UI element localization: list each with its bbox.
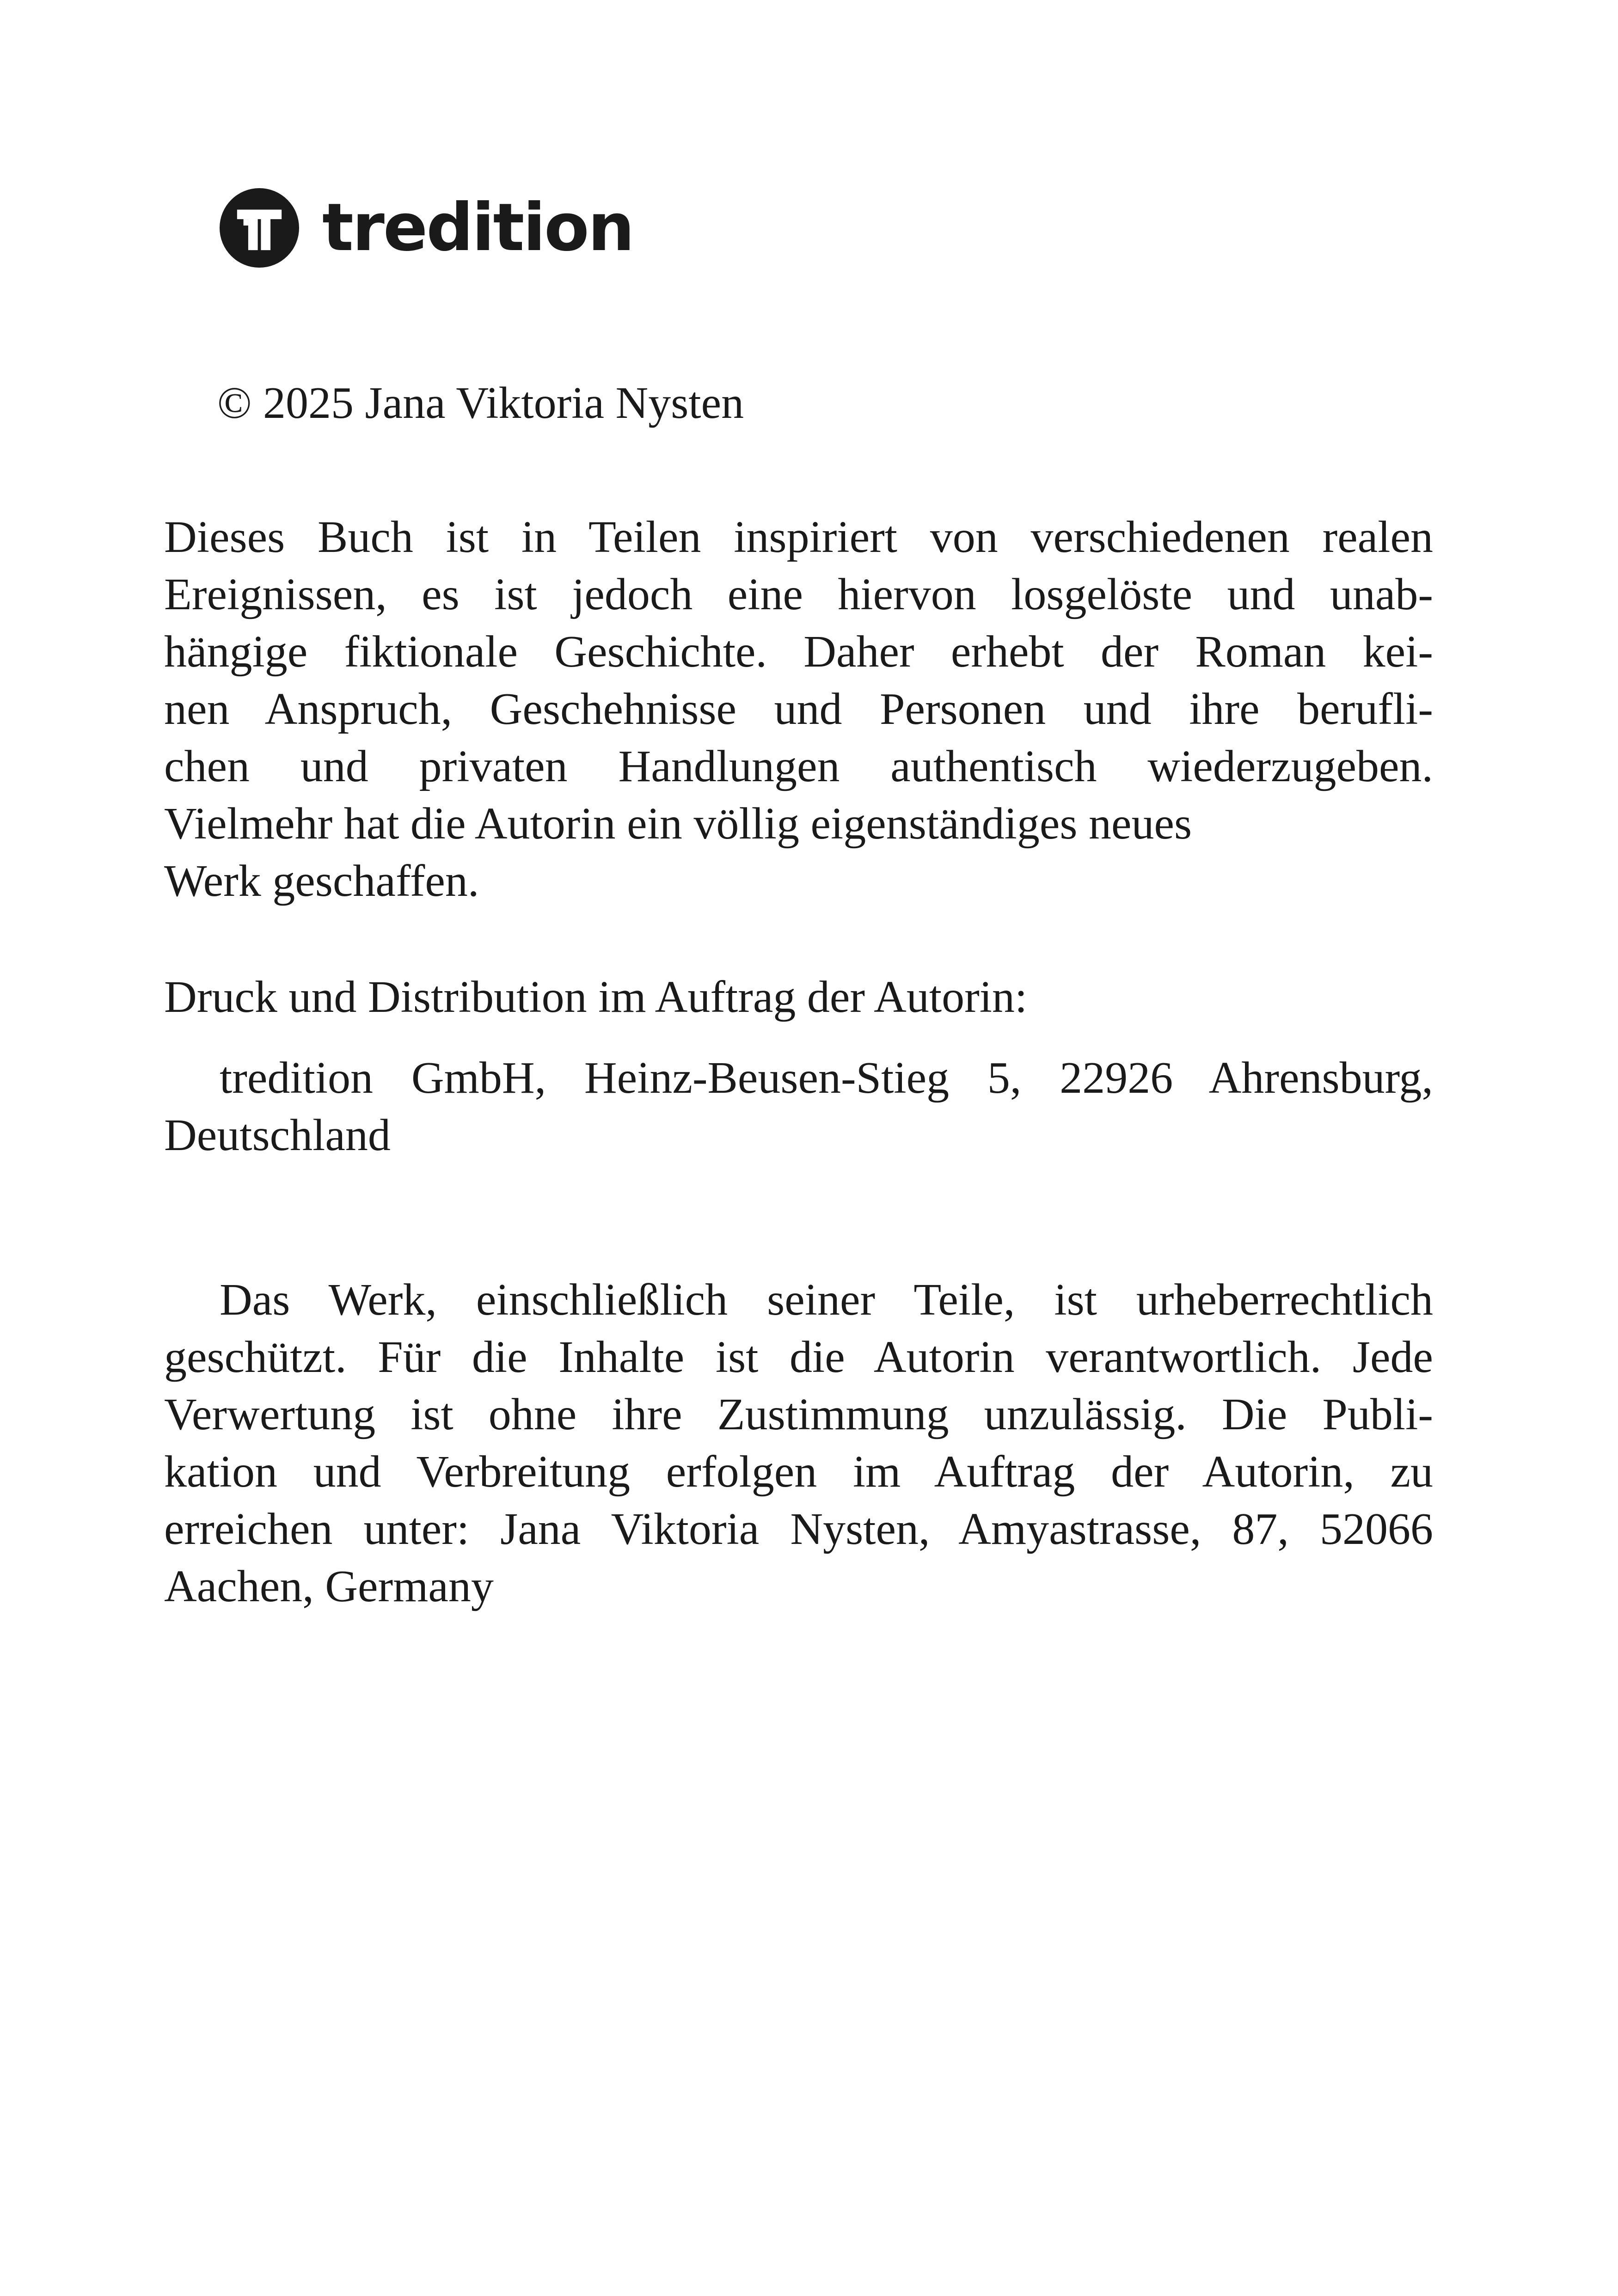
distribution-address [164, 1049, 1433, 1164]
rights-line: Verwertung ist ohne ihre Zustimmung unzulässig. Die Publi- [164, 1390, 1433, 1439]
disclaimer-line: Dieses Buch ist in Teilen inspiriert von verschiedenen realen [164, 512, 1433, 562]
disclaimer-line: chen und privaten Handlungen authentisch wiederzugeben. [164, 741, 1433, 791]
rights-paragraph [164, 1271, 1433, 1615]
publisher-logo [220, 187, 633, 268]
address-line: Deutschland [164, 1110, 391, 1160]
disclaimer-line: Werk geschaffen. [164, 856, 479, 906]
logo-wordmark: tredition [322, 189, 633, 266]
disclaimer-paragraph [164, 508, 1433, 910]
rights-line: erreichen unter: Jana Viktoria Nysten, Amyastrasse, 87, 52066 [164, 1504, 1433, 1554]
disclaimer-line: Ereignissen, es ist jedoch eine hiervon losgelöste und unab- [164, 569, 1433, 619]
distribution-heading [164, 968, 1433, 1026]
rights-line: Das Werk, einschließlich seiner Teile, ist urheberrechtlich [220, 1275, 1433, 1325]
copyright-notice: © 2025 Jana Viktoria Nysten [217, 378, 744, 428]
rights-line: Aachen, Germany [164, 1561, 494, 1611]
rights-line: geschützt. Für die Inhalte ist die Autorin verantwortlich. Jede [164, 1332, 1433, 1382]
tredition-logo-icon [220, 188, 299, 268]
rights-line: kation und Verbreitung erfolgen im Auftrag der Autorin, zu [164, 1447, 1433, 1497]
distribution-heading-text: Druck und Distribution im Auftrag der Autorin: [164, 972, 1028, 1022]
disclaimer-line: hängige fiktionale Geschichte. Daher erhebt der Roman kei- [164, 627, 1433, 677]
disclaimer-line: Vielmehr hat die Autorin ein völlig eigenständiges neues [164, 799, 1192, 849]
disclaimer-line: nen Anspruch, Geschehnisse und Personen und ihre berufli- [164, 684, 1433, 734]
address-line: tredition GmbH, Heinz-Beusen-Stieg 5, 22926 Ahrensburg, [220, 1053, 1433, 1103]
